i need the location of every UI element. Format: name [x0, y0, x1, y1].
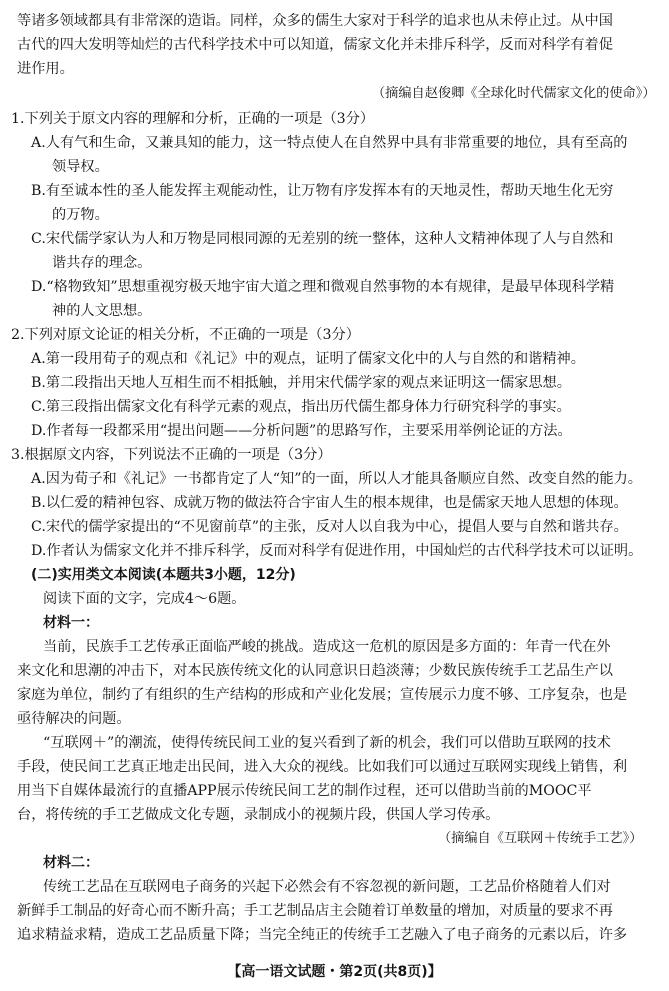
material-2-label: 材料二： [43, 855, 99, 871]
material-1-line: 用当下自媒体最流行的直播APP展示传统民间工艺的制作过程，还可以借助当前的MOOC平 [17, 783, 592, 799]
material-1-label: 材料一： [43, 615, 99, 631]
question-2-option-b: B.第二段指出天地人互相生而不相抵触，并用宋代儒学家的观点来证明这一儒家思想。 [31, 375, 571, 391]
passage-line: 等诸多领域都具有非常深的造诣。同样，众多的儒生大家对于科学的追求也从未停止过。从中国 [17, 13, 613, 29]
question-1-option-d: D.“格物致知”思想重视穷极天地宇宙大道之理和微观自然事物的本有规律，是最早体现科学精 [31, 279, 615, 295]
question-1-option-d-cont: 神的人文思想。 [52, 303, 152, 319]
question-2-option-d: D.作者每一段都采用“提出问题——分析问题”的思路写作，主要采用举例论证的方法。 [31, 423, 572, 439]
passage-line: 古代的四大发明等灿烂的古代科学技术中可以知道，儒家文化并未排斥科学，反而对科学有着促 [17, 37, 613, 53]
question-3-stem: 3.根据原文内容，下列说法不正确的一项是（3分） [11, 447, 332, 463]
page-footer: 【高一语文试题・第2页(共8页)】 [227, 964, 442, 980]
question-3-option-d: D.作者认为儒家文化并不排斥科学，反而对科学有促进作用，中国灿烂的古代科学技术可以证明。 [31, 543, 643, 559]
question-3-option-c: C.宋代的儒学家提出的“不见窗前草”的主张，反对人以自我为中心，提倡人要与自然和谐共存。 [31, 519, 628, 535]
material-1-line: 亟待解决的问题。 [17, 711, 131, 727]
question-1-option-c: C.宋代儒学家认为人和万物是同根同源的无差别的统一整体，这种人文精神体现了人与自然和 [31, 231, 614, 247]
material-1-source: （摘编自《互联网＋传统手工艺》） [438, 831, 643, 846]
material-1-line: 手段，使民间工艺真正地走出民间，进入大众的视线。比如我们可以通过互联网实现线上销售，利 [17, 759, 628, 775]
passage-line: 进作用。 [17, 61, 74, 77]
material-2-line: 传统工艺品在互联网电子商务的兴起下必然会有不容忽视的新问题，工艺品价格随着人们对 [43, 879, 611, 895]
material-2-line: 新鲜手工制品的好奇心而不断升高；手工艺制品店主会随着订单数量的增加，对质量的要求不再 [17, 903, 613, 919]
passage-source: （摘编自赵俊卿《全球化时代儒家文化的使命》） [372, 86, 656, 101]
material-1-line: 台，将传统的手工艺做成文化专题，录制成小的视频片段，供国人学习传承。 [17, 807, 500, 823]
question-1-option-c-cont: 谐共存的理念。 [52, 255, 152, 271]
section-2-title: (二)实用类文本阅读(本题共3小题，12分) [31, 567, 296, 583]
question-3-option-a: A.因为荀子和《礼记》一书都肯定了人“知”的一面，所以人才能具备顺应自然、改变自然的能力。 [31, 471, 642, 487]
question-1-stem: 1.下列关于原文内容的理解和分析，正确的一项是（3分） [11, 111, 375, 127]
question-3-option-b: B.以仁爱的精神包容、成就万物的做法符合宇宙人生的根本规律，也是儒家天地人思想的体现。 [31, 495, 628, 511]
material-1-line: “互联网＋”的潮流，使得传统民间工业的复兴看到了新的机会，我们可以借助互联网的技术 [43, 735, 611, 751]
material-1-line: 当前，民族手工艺传承正面临严峻的挑战。造成这一危机的原因是多方面的：年青一代在外 [43, 639, 611, 655]
section-2-instruction: 阅读下面的文字，完成4～6题。 [43, 591, 246, 607]
material-1-line: 家庭为单位，制约了有组织的生产结构的形成和产业化发展；宣传展示力度不够、工序复杂，也是 [17, 687, 628, 703]
question-1-option-b: B.有至诚本性的圣人能发挥主观能动性，让万物有序发挥本有的天地灵性，帮助天地生化无穷 [31, 183, 614, 199]
question-1-option-a-cont: 领导权。 [52, 159, 109, 175]
question-2-option-c: C.第三段指出儒家文化有科学元素的观点，指出历代儒生都身体力行研究科学的事实。 [31, 399, 571, 415]
question-1-option-a: A.人有气和生命，又兼具知的能力，这一特点使人在自然界中具有非常重要的地位，具有至高的 [31, 135, 628, 151]
material-2-line: 追求精益求精，造成工艺品质量下降；当完全纯正的传统手工艺融入了电子商务的元素以后，许多 [17, 927, 628, 943]
question-1-option-b-cont: 的万物。 [52, 207, 109, 223]
material-1-line: 来文化和思潮的冲击下，对本民族传统文化的认同意识日趋淡薄；少数民族传统手工艺品生产以 [17, 663, 613, 679]
question-2-option-a: A.第一段用荀子的观点和《礼记》中的观点，证明了儒家文化中的人与自然的和谐精神。 [31, 351, 585, 367]
question-2-stem: 2.下列对原文论证的相关分析，不正确的一项是（3分） [11, 327, 360, 343]
